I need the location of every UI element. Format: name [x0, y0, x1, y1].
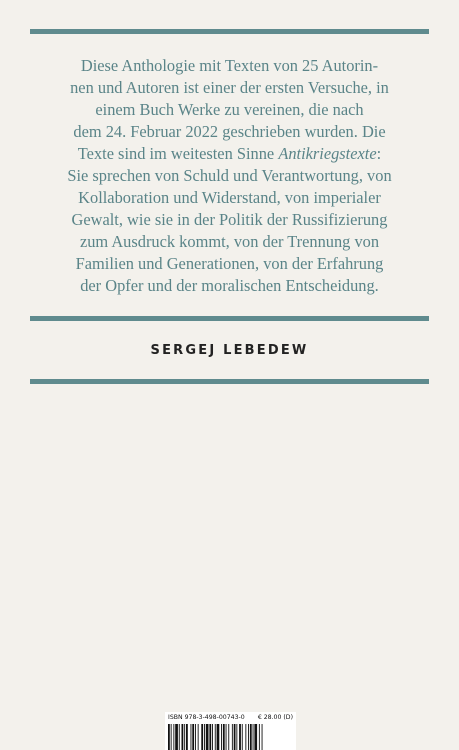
blurb-text [26, 55, 433, 297]
blurb-emphasis-suffix: : [376, 144, 382, 163]
price-label: € 28.00 (D) [257, 714, 293, 721]
blurb-line [26, 143, 433, 165]
bottom-rule [30, 379, 429, 384]
author-name: SERGEJ LEBEDEW [150, 343, 309, 358]
isbn-line [168, 714, 293, 721]
blurb-line: Familien und Generationen, von der Erfahrung [75, 254, 384, 273]
isbn-number: ISBN 978-3-498-00743-0 [168, 714, 245, 721]
middle-rule [30, 316, 429, 321]
blurb-line: nen und Autoren ist einer der ersten Versuche, in [70, 78, 389, 97]
blurb-line: einem Buch Werke zu vereinen, die nach [95, 100, 364, 119]
blurb-line: dem 24. Februar 2022 geschrieben wurden. Die [73, 122, 386, 141]
blurb-line: Kollaboration und Widerstand, von imperialer [78, 188, 381, 207]
blurb-emphasis: Antikriegstexte [278, 144, 377, 163]
barcode [165, 712, 296, 750]
top-rule [30, 29, 429, 34]
blurb-line: Gewalt, wie sie in der Politik der Russifizierung [71, 210, 388, 229]
blurb-line: zum Ausdruck kommt, von der Trennung von [79, 232, 380, 251]
blurb-line-start: Texte sind im weitesten Sinne [77, 144, 279, 163]
barcode-bars-icon [168, 724, 293, 750]
blurb-line: Sie sprechen von Schuld und Verantwortung, von [67, 166, 392, 185]
blurb-line: der Opfer und der moralischen Entscheidung. [80, 276, 379, 295]
blurb-line: Diese Anthologie mit Texten von 25 Autorin- [80, 56, 379, 75]
